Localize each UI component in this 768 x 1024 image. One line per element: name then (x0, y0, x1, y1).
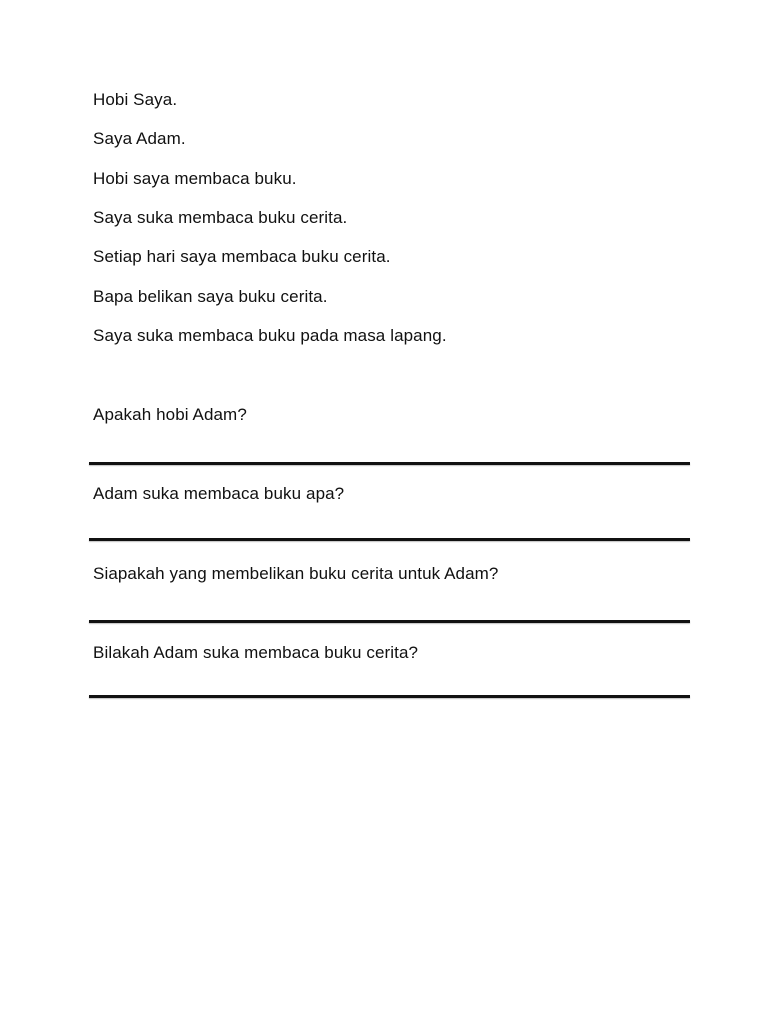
passage-line: Bapa belikan saya buku cerita. (93, 287, 328, 306)
passage-line: Saya Adam. (93, 129, 186, 148)
answer-line-4[interactable] (89, 695, 690, 698)
passage-line: Saya suka membaca buku pada masa lapang. (93, 326, 447, 345)
passage-line: Setiap hari saya membaca buku cerita. (93, 247, 391, 266)
answer-line-1[interactable] (89, 462, 690, 465)
answer-line-3[interactable] (89, 620, 690, 623)
passage-line: Saya suka membaca buku cerita. (93, 208, 348, 227)
answer-line-2[interactable] (89, 538, 690, 541)
passage-line: Hobi saya membaca buku. (93, 169, 297, 188)
question-3: Siapakah yang membelikan buku cerita untuk Adam? (93, 564, 499, 583)
question-4: Bilakah Adam suka membaca buku cerita? (93, 643, 419, 662)
question-1: Apakah hobi Adam? (93, 405, 247, 424)
passage-title: Hobi Saya. (93, 90, 178, 109)
question-2: Adam suka membaca buku apa? (93, 484, 345, 503)
